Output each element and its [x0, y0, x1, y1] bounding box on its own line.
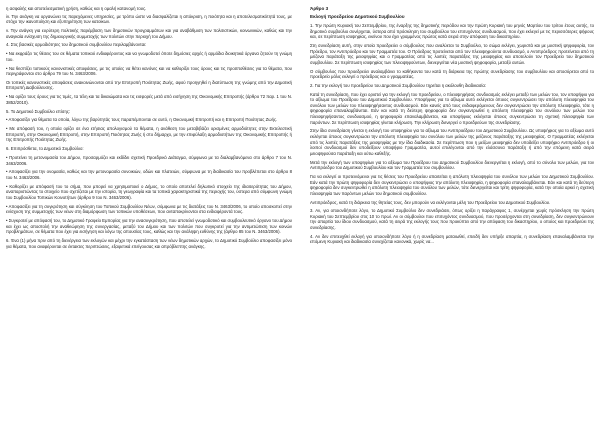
paragraph: Κατά τη συνεδρίαση, που έχει οριστεί για την εκλογή του προεδρείου, ο πλειοψηφήσας συνδυασμός εκλέγει μεταξύ των μελών του, τον υποψήφιο για το αξίωμα του Προέδρου του Δημοτικού Συμβουλίου. Υποψήφιος για το αξίωμα αυτό εκλέγεται όποιος συγκεντρώσει την απόλυτη πλειοψηφία του συνόλου των μελών του πλειοψηφήσαντος συνδυασμού. Εάν κανείς από τους ενδιαφερόμενους δεν συγκεντρώσει την απόλυτη πλειοψηφία, τότε η ψηφοφορία επαναλαμβάνεται. Εάν και κατά τη δεύτερη ψηφοφορία δεν συγκεντρωθεί η απόλυτη πλειοψηφία του συνόλου των μελών του πλειοψηφήσαντος συνδυασμού, η ψηφοφορία επαναλαμβάνεται, και υποψήφιος εκλέγεται όποιος συγκεντρώσει τη σχετική πλειοψηφία των παρόντων. Σε περίπτωση ισοψηφίας γίνεται κλήρωση. Την κλήρωση διενεργεί ο προεδρεύων της συνεδρίασης.: [310, 91, 594, 125]
left-column: [6, 6, 292, 420]
paragraph: 2. Για την εκλογή του προεδρείου του Δημοτικού Συμβουλίου τηρείται η ακόλουθη διαδικασία:: [310, 82, 487, 88]
paragraph: • Αποφασίζει για την ονομασία, καθώς και την μετονομασία συνοικιών, οδών και πλατειών, σύμφωνα με τη διαδικασία του προβλέπεται στο άρθρο 8 του Ν. 3463/2006.: [6, 169, 292, 180]
paragraph: 1. Την πρώτη Κυριακή του Σεπτεμβρίου, της έναρξης της δημοτικής περιόδου και την πρώτη Κυριακή του μηνός Μαρτίου του τρίτου έτους αυτής, το δημοτικό συμβούλιο συνέρχεται, ύστερα από πρόσκληση του συμβούλου του επιτυχόντος συνδυασμού, που έχει εκλεγεί με τις περισσότερες ψήφους και, σε περίπτωση ισοψηφίας, εκείνου που έχει γραμμένος πρώτος κατά σειρά στην απόφαση του δικαστηρίου.: [310, 22, 594, 40]
paragraph: Στη συνεδρίαση αυτή, στην οποία προεδρεύει ο σύμβουλος που αναλύεται το Συμβούλιο, το σώμα εκλέγει, χωριστά και με μυστική ψηφοφορία, τον Πρόεδρο, τον Αντιπρόεδρο και τον Γραμματέα του. Ο Πρόεδρος προτείνεται από τον πλειοψηφούντα συνδυασμό, ο Αντιπρόεδρος προτείνεται από τη μείζονα παράταξη της μειοψηφίας και ο Γραμματέας από τις λοιπές παρατάξεις της μειοψηφίας και αποτελούν τον Προεδρείο του δημοτικού συμβουλίου. Σε περίπτωση ισοψηφίας των πλειοψηφούντων, διενεργείται νέα μυστική ψηφοφορία, μεταξύ αυτών.: [310, 42, 594, 65]
paragraph: • Αποφασίζει για τη συγκρότηση και σύγκληση του Τοπικού Συμβουλίου Νέων, σύμφωνα με τις διατάξεις του Ν. 3463/2006, το οποίο αποσκοπεί στην ενίσχυση της συμμετοχής των νέων στη διαμόρφωση των τοπικών υποθέσεων, που ανταποκρίνονται στα ενδιαφέροντά τους.: [6, 203, 292, 215]
section-heading: Εκλογή προεδρείου Δημοτικού Συμβουλίου: [310, 14, 405, 20]
paragraph: • Συγκροτεί με απόφασή του, το Δημοτικό Γραφείο Εμπορίας για την ανασυγκρότηση, που αποτελεί γνωμοδοτικό και συμβουλευτικό όργανο του Δήμου και έχει ως αποστολή την αναθεώρηση της συνεργασίας, μεταξύ του Δήμου και των πολιτών που συγκροτεί για την αντιμετώπιση των κοινών προβλημάτων, σε θέματα που έχει για εισήγηση και λόγω της απουσίας τους, καθώς και την ανάληψη ευθύνης της (άρθρο 85 του Ν. 3463/2006).: [6, 218, 292, 235]
paragraph: • Αποφασίζει για θέματα τα οποία, λόγω της βαρύτητάς τους παραπέμπονται σε αυτό, η Οικονομική Επιτροπή και η Επιτροπή Ποιότητας Ζωής.: [6, 117, 278, 123]
paragraph: Αντιπρόεδρος, κατά τη διάρκεια της θητείας τους, δεν μπορούν να εκλέγονται μέλη του Προεδρείου του Δημοτικού Συμβουλίου.: [310, 199, 551, 205]
paragraph: Ο σύμβουλος που προεδρεύει αναλαμβάνει το καθήκοντα του κατά τη διάρκεια της πρώτης συνεδρίασης του συμβουλίου και αποσύρεται από το προεδρείο μόλις εκλεγεί ο πρόεδρος και ο γραμματέας.: [310, 68, 594, 80]
paragraph: 4. Αν δεν επιτευχθεί εκλογή για οποιονδήποτε λόγο ή η συνεδρίαση ματαιωθεί, επειδή δεν υπήρξε απαρτία, η συνεδρίαση επαναλαμβάνεται την επόμενη Κυριακή και διαδικασία συνεχίζεται κανονικά, χωρίς να...: [310, 233, 594, 245]
chapter-label: Άρθρο 3: [310, 6, 329, 11]
paragraph: 6. Ένα (1) μήνα πριν από τη διενέργεια των εκλογών και μέχρι την εγκατάσταση των νέων δημοτικών αρχών, το Δημοτικό Συμβούλιο αποφασίζει μόνο για θέματα, που αναφέρονται σε έκτακτες περιπτώσεις, εξαιρετικά επείγουσας και απρόβλεπτης ανάγκης.: [6, 238, 292, 249]
paragraph: iv. Την ανάγκη να οργανώνει τις παρεχόμενες υπηρεσίες, με τρόπο ώστε να διασφαλίζεται η απόκριση, η ποιότητα και η αποτελεσματικότητά τους, με στόχο την ικανοποίηση και εξυπηρέτηση των κατοίκων.: [6, 13, 292, 25]
paragraph: 3. Αν, για οποιονδήποτε λόγο, το Δημοτικό Συμβούλιο δεν συνεδριάσει, όπως ορίζει η παράγραφος 1, συνέρχεται χωρίς πρόσκληση την πρώτη Κυριακή του Σεπτεμβρίου στις 10 το πρωί. Αν οι σύμβουλοι που επιτυχόντος συνδυασμού, που προσέρχονται στη συνεδρίαση, δεν συγκεντρώνουν την απαρτία του ίδιου συνδυασμού, κατά τη σειρά της εκλογής τους που προκύπτει από την απόφαση του δικαστηρίου, ο οποίος και προεδρεύει της συνεδρίασης.: [310, 208, 594, 231]
paragraph: • Να εκφράζει τις θέσεις του σε θέματα τοπικού ενδιαφέροντος και να γνωμοδοτεί όποτε δημόσιες αρχές ή αρμόδια διοικητικά όργανα ζητούν τη γνώμη του.: [6, 51, 292, 62]
paragraph: Μετά την εκλογή των υποψηφίων για το αξίωμα του Προέδρου του Δημοτικού Συμβουλίου διενεργείται η εκλογή, από το σύνολο των μελών, για τον Αντιπρόεδρο του Δημοτικού Συμβουλίου και τον Γραμματέα του συμβουλίου.: [310, 159, 594, 171]
paragraph: • Με απόφασή του, η οποία ορίζει σε ένα ετήσιας απολογισμού τα θέματα, η ανάθεση του μεταβιβάζει ορισμένες αρμοδιότητες στην Εκτελεστική Επιτροπή, στην Οικονομική Επιτροπή, στην Επιτροπή Ποιότητας Ζωής ή στο δήμαρχο, με την επιφύλαξη αρμοδιοτήτων της Οικονομικής Επιτροπής ή της Επιτροπής Ποιότητας Ζωής.: [6, 126, 292, 143]
paragraph: • Να θεσπίζει τοπικούς κανονιστικές αποφάσεις, με τις οποίες να θέτει κανόνες και να καθορίζει τους όρους και τις προϋποθέσεις για τα θέματα, που περιγράφονται στο άρθρο 79 του Ν. 3463/2006.: [6, 65, 292, 77]
paragraph: 6. Επιπρόσθετα, το Δημοτικό Συμβούλιο:: [6, 146, 84, 152]
paragraph: η ασφαλής και αποτελεσματική χρήση, καθώς και η ομαλή κατανομή τους.: [6, 6, 147, 11]
paragraph: Οι τοπικές κανονιστικές αποφάσεις ανακοινώνονται από την Επιτροπή Ποιότητας Ζωής, αφού προηγηθεί η διατύπωση της γνώμης από την Δημοτική Επιτροπή Διαβούλευσης.: [6, 79, 292, 91]
paragraph: Για να εκλεγεί οι προτεινόμενοι για τις θέσεις του Προεδρείου απαιτείται η απόλυτη πλειοψηφία του συνόλου των μελών του Δημοτικού Συμβουλίου. Εάν κατά την πρώτη ψηφοφορία δεν συγκεντρώσει ο υποψήφιος την απόλυτη πλειοψηφία, η ψηφοφορία επαναλαμβάνεται. Εάν και κατά τη δεύτερη ψηφοφορία δεν συγκεντρωθεί η απόλυτη πλειοψηφία του συνόλου των μελών, τότε διενεργείται και τρίτη ψηφοφορία, κατά την οποία αρκεί η σχετική πλειοψηφία των παρόντων μελών του δημοτικού συμβουλίου.: [310, 173, 594, 196]
paragraph: • Να ορίζει τους όρους για τις τιμές, τα τέλη και τα δικαιώματα και τις εισφορές μετά από εισήγηση της Οικονομικής Επιτροπής (άρθρο 72 παρ. 1 του Ν. 3852/2010).: [6, 94, 292, 105]
right-column: [310, 6, 594, 420]
paragraph: Στην ίδια συνεδρίαση γίνεται η εκλογή του υποψηφίου για το αξίωμα του Αντιπροέδρου του Δημοτικού Συμβουλίου. Ως υποψήφιος για το αξίωμα αυτό εκλέγεται όποιος συγκεντρώσει την απόλυτη πλειοψηφία του συνόλου των μελών της μείζονος παράταξης της μειοψηφίας. Ο Γραμματέας εκλέγεται από τις λοιπές παρατάξεις της μειοψηφίας με την ίδια διαδικασία. Σε περίπτωση που η μείζων μειοψηφία δεν υποδείξει υποψήφιο Αντιπρόεδρο ή οι λοιποί συνδυασμοί δεν υποδείξουν υποψήφιο Γραμματέα, αυτοί επιλέγονται από την ελάσσονα παράταξη ή από την επόμενη κατά σειρά μειοψηφούσα παράταξη και ούτω καθεξής.: [310, 128, 594, 156]
paragraph: 4. Στις βασικές αρμοδιότητες του δημοτικού συμβουλίου περιλαμβάνονται:: [6, 42, 147, 48]
paragraph: • Προτείνει τη μετονομασία του Δήμου, προσαρμόζει και εκδίδει σχετική Προεδρικό Διάταγμα, σύμφωνα με τα διαλαμβανόμενα στο άρθρο 7 του Ν. 3463/2006.: [6, 154, 292, 166]
paragraph: v. Την ανάγκη για ευρύτερη πολιτικής παρέμβαση των δημοτικών προγραμμάτων και για αναβάθμιση των πολιτιστικών, κοινωνικών, καθώς και την αναγκαία ενίσχυση της δημιουργικής συμμετοχής των πολιτών στην περιοχή του Δήμου.: [6, 27, 292, 39]
paragraph: • Καθορίζει με απόφασή του το σήμα, που μπορεί να χρησιμοποιεί ο Δήμος, το οποίο αποτελεί δηλωτικό στοιχείο της ιδιαιτερότητας του Δήμου, αναπαριστώντας το στοιχείο που σχετίζεται με την ιστορία, τη γεωγραφία και τα τοπικά χαρακτηριστικά της περιοχής του, ύστερα από σύμφωνη γνώμη του Συμβουλίου Τοπικών Κοινοτήτων (άρθρο 9 του Ν. 3463/2006).: [6, 183, 292, 200]
paragraph: 5. Το Δημοτικό Συμβούλιο επίσης:: [6, 108, 71, 114]
